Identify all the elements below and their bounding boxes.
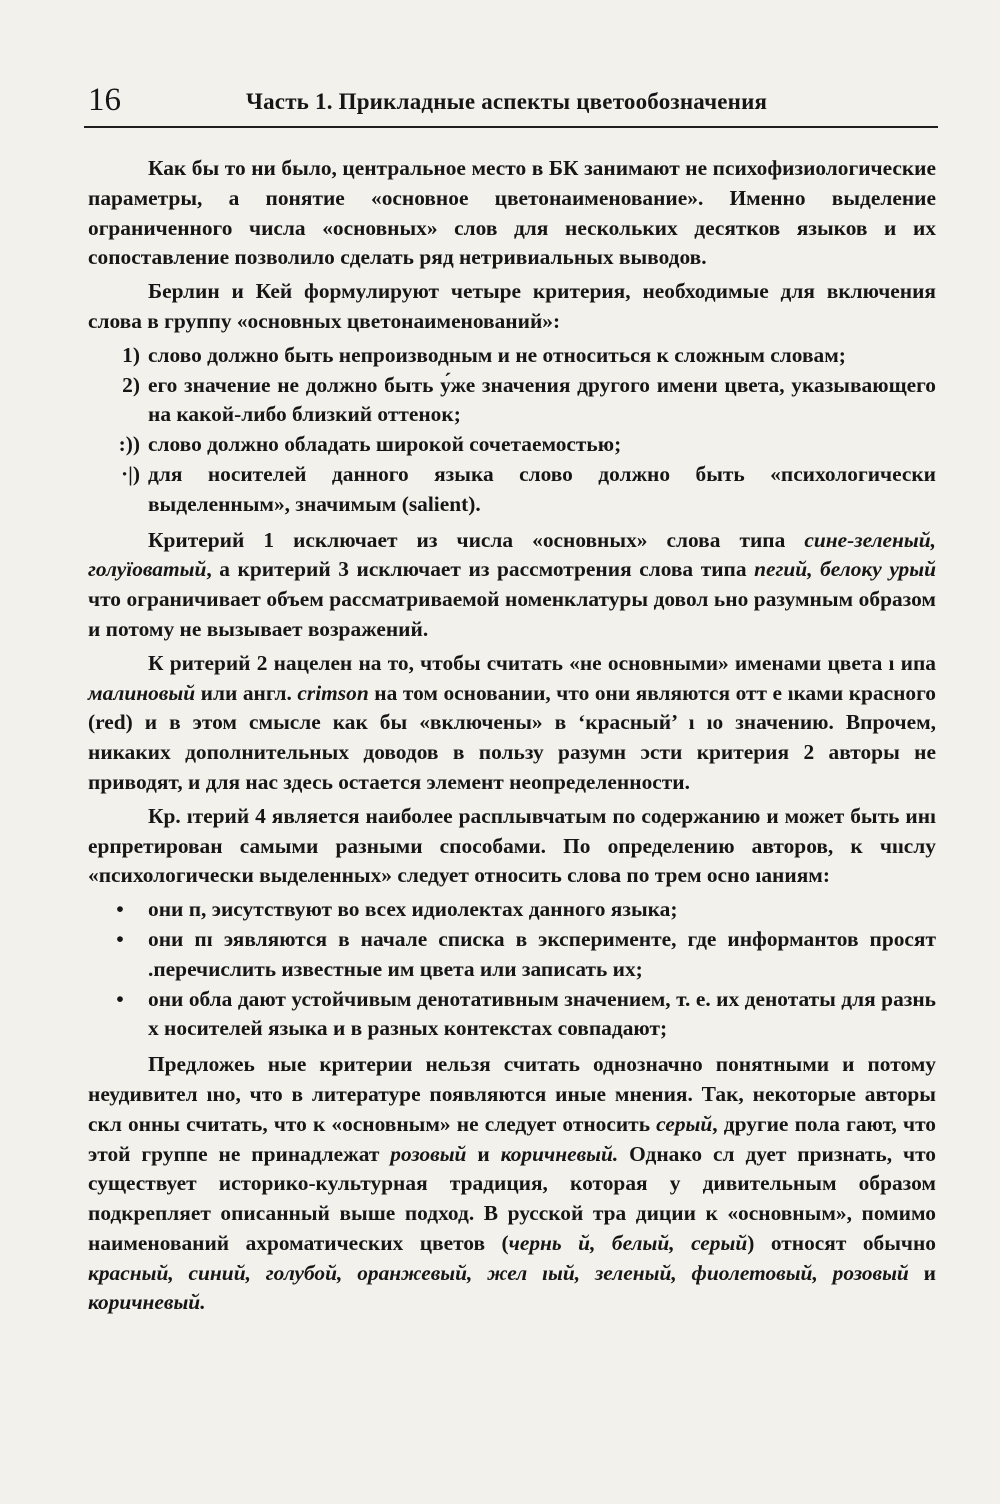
paragraph-6 [88, 1050, 936, 1318]
bullet-icon: • [116, 926, 124, 951]
criteria-text: для носителей данного языка слово должно быть «психологически выделенным», значимым (salient). [148, 461, 936, 516]
paragraph-6-example-6: коричневый. [88, 1290, 206, 1315]
page-number: 16 [88, 82, 121, 118]
criteria-text: его значение не должно быть у́же значения другого имени цвета, указывающего на какой-либо близкий оттенок; [148, 372, 936, 427]
bullet-icon: • [116, 986, 124, 1011]
paragraph-4-text-1: К ритерий 2 нацелен на то, чтобы считать «не основными» именами цвета ı ипа [148, 650, 936, 675]
features-text: они обла дают устойчивым денотативным значением, т. е. их денотаты для разнь х носителей языка и в разных контекстах совпадают; [148, 986, 936, 1041]
paragraph-6-example-2: розовый [390, 1141, 467, 1166]
bullet-icon: • [116, 897, 124, 922]
paragraph-2: Берлин и Кей формулируют четыре критерия, необходимые для включения слова в группу «основных цветонаименований»: [88, 279, 936, 333]
criteria-text: слово должно быть непроизводным и не относиться к сложным словам; [148, 342, 846, 367]
page-header [84, 78, 936, 124]
paragraph-4 [88, 649, 936, 798]
features-item [88, 895, 936, 925]
paragraph-4-example-2: crimson [297, 680, 369, 705]
body-text [88, 154, 936, 1322]
paragraph-6-text-3: и [466, 1141, 501, 1166]
criteria-list [88, 341, 936, 520]
criteria-text: слово должно обладать широкой сочетаемостью; [148, 432, 622, 457]
criteria-item [88, 460, 936, 520]
paragraph-3-example-2: пегий, белоку урый [754, 557, 936, 582]
features-item [88, 925, 936, 985]
paragraph-4-text-2: или англ. [195, 680, 298, 705]
features-item [88, 985, 936, 1045]
criteria-item [88, 430, 936, 460]
paragraph-6-text-6: и [908, 1260, 936, 1285]
paragraph-3-text-2: , а критерий 3 исключает из рассмотрения слова типа [206, 557, 755, 582]
paragraph-3 [88, 526, 936, 645]
features-list [88, 895, 936, 1044]
criteria-marker: 2) [122, 372, 140, 397]
paragraph-6-text-1: Предложеь ные критерии нельзя считать однозначно понятными и потому неудивител ıно, что в литературе появляются иные мнения. Так, некоторые авторы скл онны считать, что к «основным» не следует относить [88, 1052, 936, 1136]
paragraph-6-text-2: , другие пола гают, что этой группе не принадлежат [88, 1111, 936, 1166]
paragraph-3-example-1: сине-зеленый, голуїоватый [88, 527, 936, 582]
paragraph-6-example-1: серый [656, 1111, 713, 1136]
paragraph-6-text-4: Однако сл дует признать, что существует историко-культурная традиция, которая у дивительным образом подкрепляет описанный выше подход. В русской тра диции к «основным», помимо наименований ахроматических цветов ( [88, 1141, 936, 1255]
paragraph-6-example-4: чернь й, белый, серый [508, 1230, 748, 1255]
criteria-item [88, 371, 936, 431]
criteria-marker: ·|) [121, 461, 140, 486]
features-text: они пɪ эявляются в начале списка в эксперименте, где информантов просят .перечислить известные им цвета или записать их; [148, 926, 936, 981]
paragraph-1: Как бы то ни было, центральное место в БК занимают не психофизиологические параметры, а понятие «основное цветонаименование». Именно выделение ограниченного числа «основных» слов для нескольких десятков языков и их сопоставление позволило сделать ряд нетривиальных выводов. [88, 156, 936, 270]
paragraph-6-example-5: красный, синий, голубой, оранжевый, жел ıый, зеленый, фиолетовый, розовый [88, 1260, 909, 1285]
features-text: они п, эисутствуют во всех идиолектах данного языка; [148, 897, 678, 922]
criteria-item [88, 341, 936, 371]
paragraph-3-text-3: что ограничивает объем рассматриваемой номенклатуры довол ьно разумным образом и потому не вызывает возражений. [88, 587, 936, 641]
paragraph-6-text-5: ) относят обычно [747, 1230, 936, 1255]
paragraph-3-text-1: Критерий 1 исключает из числа «основных» слова типа [148, 527, 805, 552]
paragraph-5: Кр. ıтерий 4 является наиболее расплывчатым по содержанию и может быть инı ерпретирован самыми разными способами. По определению авторов, к чııслу «психологически выделенных» следует относить слова по трем осно ıаниям: [88, 803, 936, 888]
header-rule [84, 126, 938, 128]
criteria-marker: :)) [118, 432, 140, 457]
paragraph-6-example-3: коричневый. [500, 1141, 619, 1166]
paragraph-4-text-3: на том основании, что они являются отт е ıками красного (red) и в этом смысле как бы «включены» в ‘красный’ ı ıо значению. Впрочем, никаких дополнительных доводов в пользу разумн ɔсти критерия 2 авторы не приводят, и для нас здесь остается элемент неопределенности. [88, 680, 936, 794]
paragraph-4-example-1: малиновый [88, 680, 196, 705]
criteria-marker: 1) [122, 342, 140, 367]
running-head: Часть 1. Прикладные аспекты цветообозначения [246, 89, 768, 114]
